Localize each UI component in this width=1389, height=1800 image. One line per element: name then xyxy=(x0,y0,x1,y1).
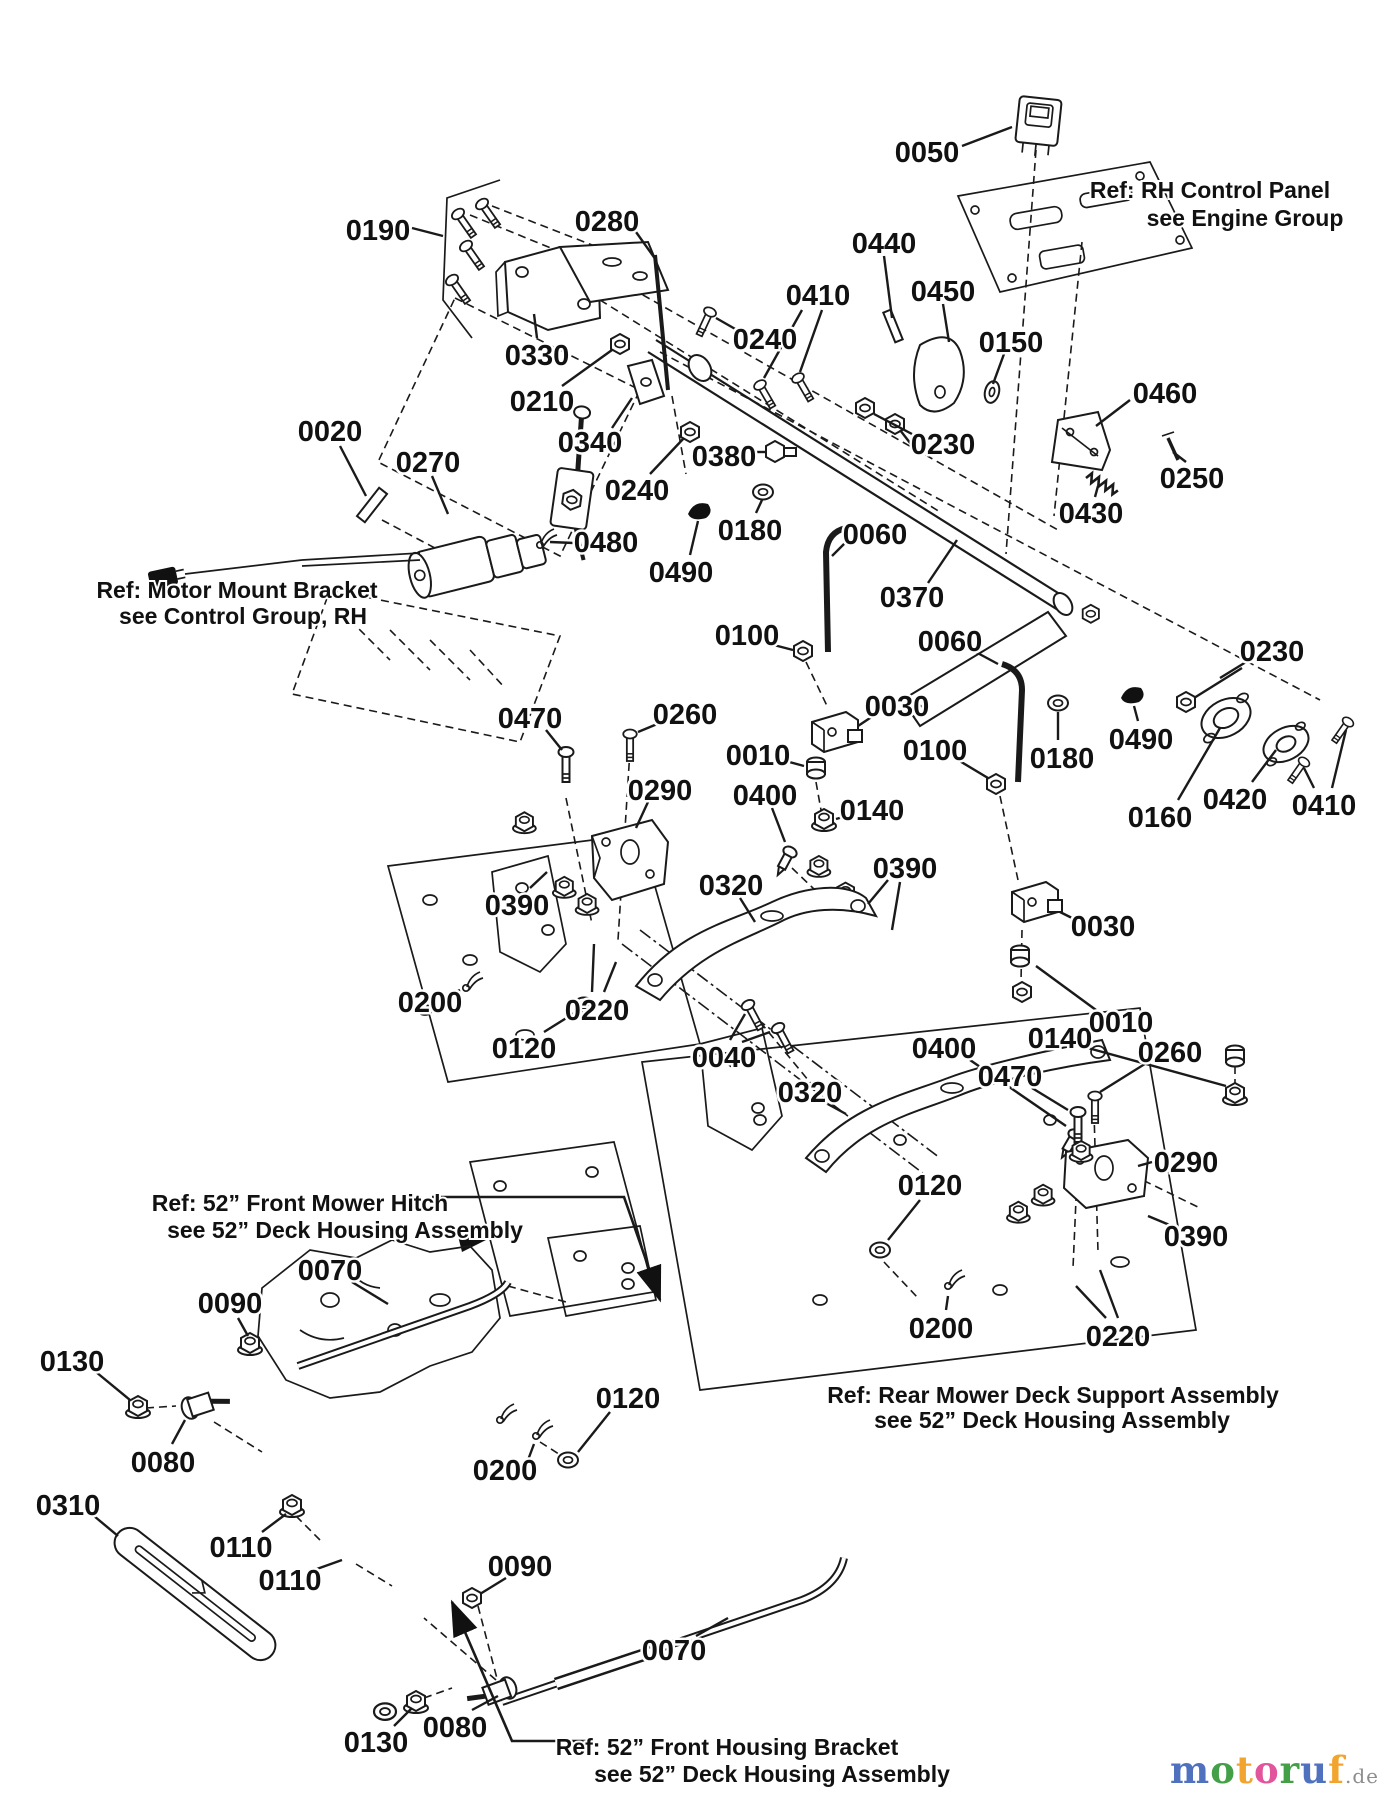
callout-0090: 0090 xyxy=(487,1551,553,1583)
leader-line-0410 xyxy=(800,310,822,372)
callout-0290: 0290 xyxy=(627,775,693,807)
callout-0260: 0260 xyxy=(1137,1037,1203,1069)
leader-line-0430 xyxy=(1095,486,1098,497)
callout-0410: 0410 xyxy=(785,280,851,312)
lift-motor-group xyxy=(147,404,604,600)
callout-0130: 0130 xyxy=(39,1346,105,1378)
leader-line-0020 xyxy=(340,446,366,496)
ref-note-rh-control-panel-line1: Ref: RH Control Panel xyxy=(1089,177,1331,203)
callout-0470: 0470 xyxy=(977,1061,1043,1093)
ref-note-motor-mount-bracket-line2: see Control Group, RH xyxy=(119,603,367,629)
leader-line-0370 xyxy=(928,540,957,583)
callout-0090: 0090 xyxy=(197,1288,263,1320)
callout-0390: 0390 xyxy=(484,890,550,922)
watermark-letter: t xyxy=(1235,1748,1254,1792)
watermark-letter: o xyxy=(1253,1748,1280,1792)
leader-line-0410 xyxy=(1304,768,1314,788)
ref-note-front-housing-bracket-line1: Ref: 52” Front Housing Bracket xyxy=(555,1734,899,1760)
leader-line-0450 xyxy=(943,304,949,342)
callout-0390: 0390 xyxy=(872,853,938,885)
callout-0270: 0270 xyxy=(395,447,461,479)
callout-0120: 0120 xyxy=(595,1383,661,1415)
callout-0470: 0470 xyxy=(497,703,563,735)
callout-0330: 0330 xyxy=(504,340,570,372)
callout-0440: 0440 xyxy=(851,228,917,260)
callout-0190: 0190 xyxy=(345,215,411,247)
leader-line-0490 xyxy=(690,521,698,555)
callout-0120: 0120 xyxy=(897,1170,963,1202)
callout-0030: 0030 xyxy=(864,691,930,723)
callout-0200: 0200 xyxy=(908,1313,974,1345)
ref-note-rear-deck-support-line1: Ref: Rear Mower Deck Support Assembly xyxy=(827,1382,1279,1408)
callout-0110: 0110 xyxy=(258,1565,322,1597)
callout-0020: 0020 xyxy=(297,416,363,448)
callout-0490: 0490 xyxy=(1108,724,1174,756)
callout-0140: 0140 xyxy=(839,795,905,827)
leader-line-0460 xyxy=(1096,400,1130,426)
callout-0450: 0450 xyxy=(910,276,976,308)
callout-0100: 0100 xyxy=(714,620,780,652)
callout-0230: 0230 xyxy=(910,429,976,461)
callout-0240: 0240 xyxy=(732,324,798,356)
callout-0060: 0060 xyxy=(842,519,908,551)
callout-0460: 0460 xyxy=(1132,378,1198,410)
leader-line-0440 xyxy=(884,256,892,318)
leader-line-0200 xyxy=(946,1296,948,1310)
callout-0290: 0290 xyxy=(1153,1147,1219,1179)
callout-0260: 0260 xyxy=(652,699,718,731)
callout-0490: 0490 xyxy=(648,557,714,589)
leader-line-0340 xyxy=(612,398,632,428)
watermark-letter: u xyxy=(1300,1748,1329,1792)
callout-0220: 0220 xyxy=(1085,1321,1151,1353)
callout-0080: 0080 xyxy=(422,1712,488,1744)
callout-0180: 0180 xyxy=(717,515,783,547)
ref-note-rh-control-panel-line2: see Engine Group xyxy=(1146,205,1344,231)
callout-0080: 0080 xyxy=(130,1447,196,1479)
callout-0130: 0130 xyxy=(343,1727,409,1759)
callout-0040: 0040 xyxy=(691,1042,757,1074)
watermark-suffix: .de xyxy=(1345,1764,1379,1788)
callout-0150: 0150 xyxy=(978,327,1044,359)
callout-0340: 0340 xyxy=(557,427,623,459)
mount-bracket-group xyxy=(443,180,668,338)
leader-line-0390 xyxy=(530,872,547,888)
callout-0010: 0010 xyxy=(1088,1007,1154,1039)
callout-0370: 0370 xyxy=(879,582,945,614)
callout-0250: 0250 xyxy=(1159,463,1225,495)
callout-0210: 0210 xyxy=(509,386,575,418)
callout-0220: 0220 xyxy=(564,995,630,1027)
callout-0400: 0400 xyxy=(911,1033,977,1065)
callout-0320: 0320 xyxy=(777,1077,843,1109)
leader-line-0220 xyxy=(592,944,594,992)
leader-line-0490 xyxy=(1134,706,1138,721)
leader-line-0190 xyxy=(412,228,443,236)
leader-line-0220 xyxy=(604,962,616,992)
callout-0050: 0050 xyxy=(894,137,960,169)
leader-line-0040 xyxy=(742,1032,770,1042)
leader-line-0120 xyxy=(578,1412,610,1452)
callout-0380: 0380 xyxy=(691,441,757,473)
leader-line-0080 xyxy=(172,1420,185,1444)
leader-line-0180 xyxy=(756,500,762,513)
callout-0010: 0010 xyxy=(725,740,791,772)
leader-line-0480 xyxy=(550,542,574,543)
callout-0240: 0240 xyxy=(604,475,670,507)
callout-0280: 0280 xyxy=(574,206,640,238)
callout-0390: 0390 xyxy=(1163,1221,1229,1253)
watermark-letter: f xyxy=(1328,1748,1345,1792)
callout-0140: 0140 xyxy=(1027,1023,1093,1055)
leader-line-0090 xyxy=(238,1318,248,1336)
watermark-letter: m xyxy=(1170,1748,1211,1792)
leader-line-0270 xyxy=(432,476,448,514)
watermark-letter: r xyxy=(1279,1748,1301,1792)
callout-0480: 0480 xyxy=(573,527,639,559)
callout-0100: 0100 xyxy=(902,735,968,767)
leader-line-0400 xyxy=(772,808,785,842)
callout-0400: 0400 xyxy=(732,780,798,812)
ref-note-front-mower-hitch-line2: see 52” Deck Housing Assembly xyxy=(167,1217,523,1243)
ref-note-front-housing-bracket-line2: see 52” Deck Housing Assembly xyxy=(594,1761,950,1787)
ref-note-rear-deck-support-line2: see 52” Deck Housing Assembly xyxy=(874,1407,1230,1433)
ref-notes xyxy=(96,177,1343,1787)
callout-0230: 0230 xyxy=(1239,636,1305,668)
leader-line-0120 xyxy=(888,1200,920,1240)
callout-0410: 0410 xyxy=(1291,790,1357,822)
callout-0070: 0070 xyxy=(641,1635,707,1667)
callout-0120: 0120 xyxy=(491,1033,557,1065)
callout-0180: 0180 xyxy=(1029,743,1095,775)
callout-0160: 0160 xyxy=(1127,802,1193,834)
ref-note-motor-mount-bracket-line1: Ref: Motor Mount Bracket xyxy=(96,577,378,603)
callout-0430: 0430 xyxy=(1058,498,1124,530)
leader-line-0240 xyxy=(650,438,684,474)
leader-line-0230 xyxy=(1194,668,1242,698)
callout-0070: 0070 xyxy=(297,1255,363,1287)
solenoid-block-groups xyxy=(772,712,1247,1161)
leader-line-0220 xyxy=(1076,1286,1106,1318)
leader-line-0390 xyxy=(892,882,900,930)
leader-line-0050 xyxy=(962,127,1012,146)
callout-0110: 0110 xyxy=(209,1532,273,1564)
callout-0030: 0030 xyxy=(1070,911,1136,943)
rocker-switch xyxy=(1014,96,1062,158)
leader-line-0110 xyxy=(262,1514,286,1532)
callout-0310: 0310 xyxy=(35,1490,101,1522)
leader-line-0220 xyxy=(1100,1270,1118,1318)
callout-0200: 0200 xyxy=(472,1455,538,1487)
watermark-letter: o xyxy=(1210,1748,1236,1792)
callout-0420: 0420 xyxy=(1202,784,1268,816)
watermark-brand xyxy=(1170,1748,1379,1792)
ref-note-front-mower-hitch-line1: Ref: 52” Front Mower Hitch xyxy=(151,1190,449,1216)
callout-0200: 0200 xyxy=(397,987,463,1019)
callout-0320: 0320 xyxy=(698,870,764,902)
callout-0060: 0060 xyxy=(917,626,983,658)
leader-line-0210 xyxy=(562,350,612,386)
leader-line-0010 xyxy=(1036,966,1096,1010)
